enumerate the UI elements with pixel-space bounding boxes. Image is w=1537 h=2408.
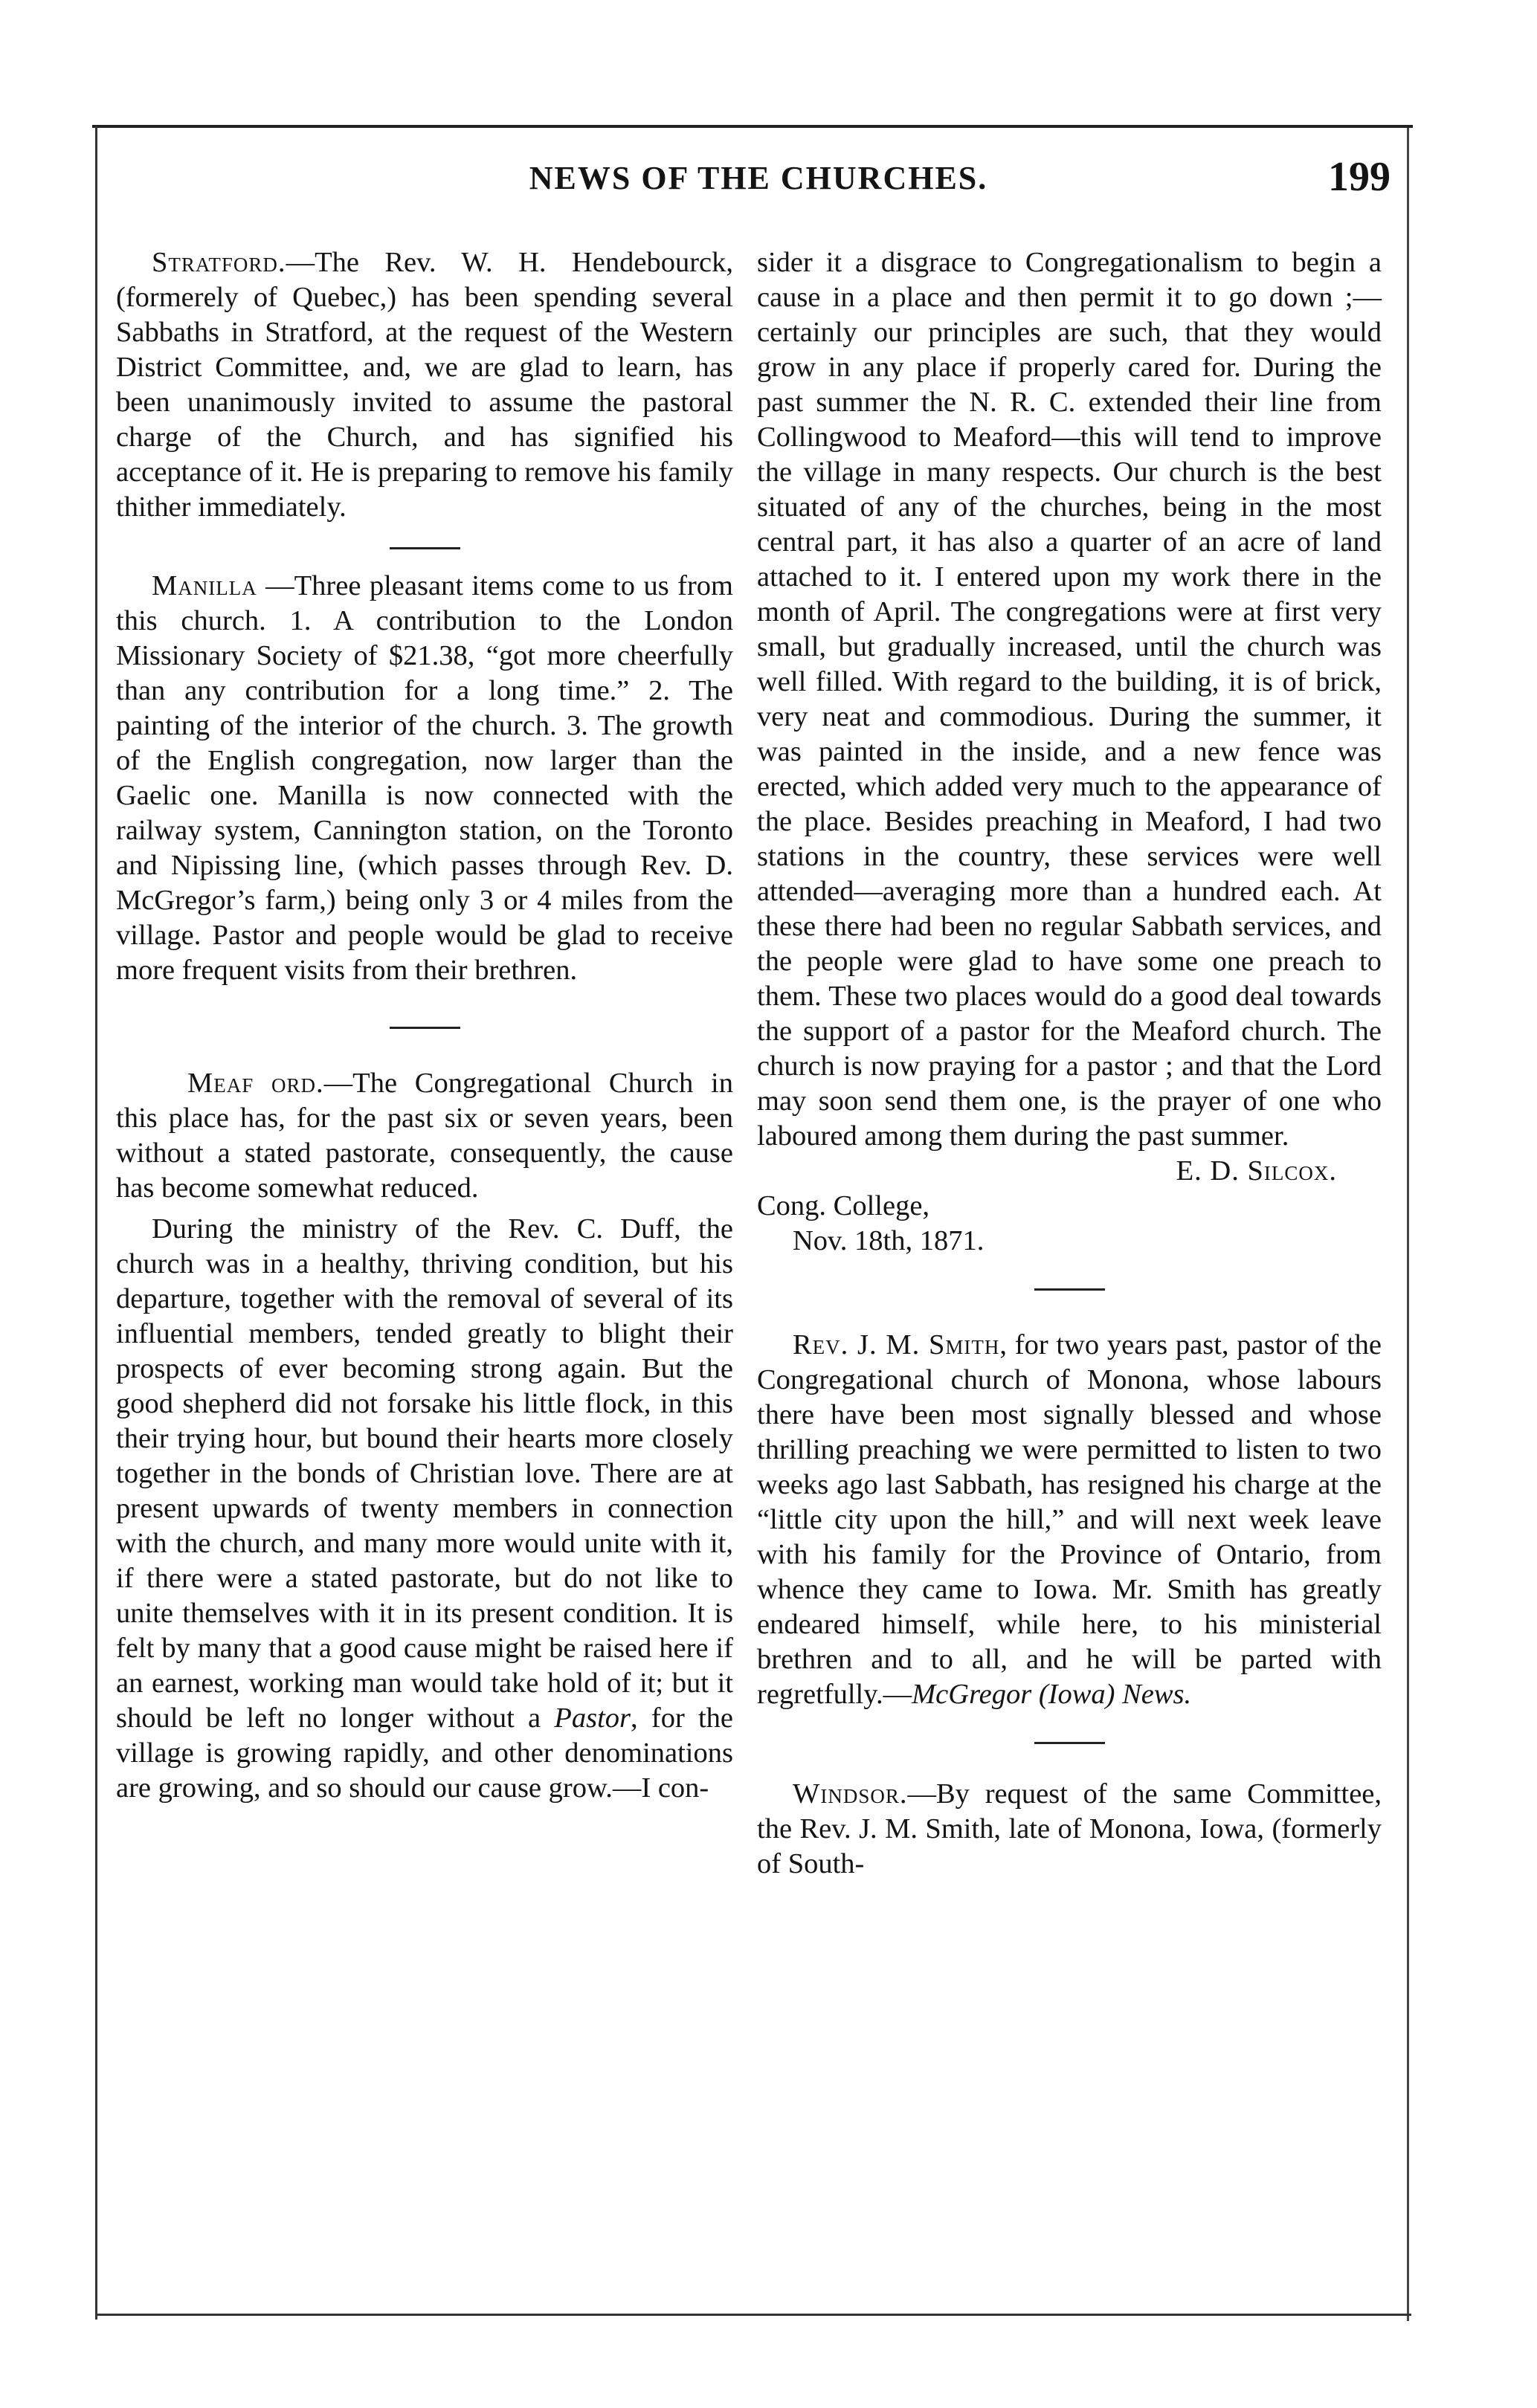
smith-paragraph bbox=[757, 1328, 1382, 1712]
left-column bbox=[116, 245, 733, 1806]
pastor-italic: Pastor bbox=[554, 1702, 631, 1734]
top-border-rule bbox=[92, 125, 1413, 128]
meaford-heading: Meaf bbox=[187, 1068, 254, 1099]
meaford-heading-rest: ord. bbox=[271, 1068, 324, 1099]
stratford-paragraph bbox=[116, 245, 733, 525]
right-border-rule bbox=[1407, 128, 1409, 2321]
section-separator bbox=[390, 547, 460, 549]
smith-source: McGregor (Iowa) News. bbox=[912, 1679, 1192, 1710]
windsor-paragraph bbox=[757, 1777, 1382, 1882]
meaford-paragraph bbox=[116, 1066, 733, 1206]
section-separator bbox=[1034, 1288, 1105, 1291]
signature-place: Cong. College, bbox=[757, 1190, 930, 1221]
meaford-continued-paragraph: sider it a disgrace to Congregationalism to begin a cause in a place and then permit it to go down ;—certainly our principles are such, that they would grow in any place if properly cared for. During the past summer the N. R. C. extended their line from Collingwood to Meaford—this will tend to improve the village in many respects. Our church is the best situated of any of the churches, being in the most central part, it has also a quarter of an acre of land attached to it. I entered upon my work there in the month of April. The congregations were at first very small, but gradually increased, until the church was well filled. With regard to the building, it is of brick, very neat and commodious. During the summer, it was painted in the inside, and a new fence was erected, which added very much to the appearance of the place. Besides preaching in Meaford, I had two stations in the country, these services were well attended—averaging more than a hundred each. At these there had been no regular Sabbath services, and the people were glad to have some one preach to them. These two places would do a good deal towards the support of a pastor for the Meaford church. The church is now praying for a pastor ; and that the Lord may soon send them one, is the prayer of one who laboured among them during the past summer. bbox=[757, 247, 1382, 1152]
manilla-paragraph bbox=[116, 569, 733, 988]
page-number: 199 bbox=[1328, 154, 1391, 200]
meaford-text: —The Congregational Church in this place has, for the past six or seven years, been without a stated pastorate, consequently, the cause has become somewhat reduced. bbox=[116, 1068, 733, 1204]
stratford-heading: Stratford. bbox=[152, 247, 286, 278]
signature-date: Nov. 18th, 1871. bbox=[793, 1225, 985, 1256]
section-separator bbox=[390, 1027, 460, 1029]
signature: E. D. Silcox. bbox=[1176, 1155, 1337, 1187]
stratford-text: —The Rev. W. H. Hendebourck, (formerely of Quebec,) has been spending several Sabbaths in Stratford, at the request of the Western District Committee, and, we are glad to learn, has been unanimously invited to assume the pastoral charge of the Church, and has signified his acceptance of it. He is preparing to remove his family thither immediately. bbox=[116, 247, 733, 523]
left-border-rule bbox=[95, 126, 97, 2320]
manilla-text: —Three pleasant items come to us from this church. 1. A contribution to the London Missionary Society of $21.38, “got more cheerfully than any contribution for a long time.” 2. The painting of the interior of the church. 3. The growth of the English congregation, now larger than the Gaelic one. Manilla is now connected with the railway system, Cannington station, on the Toronto and Nipissing line, (which passes through Rev. D. McGregor’s farm,) being only 3 or 4 miles from the village. Pastor and people would be glad to receive more frequent visits from their brethren. bbox=[116, 570, 733, 986]
meaford-text-2-end: , for the village is growing rapidly, and other denominations are growing, and so should our cause grow.—I con- bbox=[116, 1702, 734, 1804]
smith-heading: Rev. J. M. Smith bbox=[793, 1329, 1000, 1360]
page-header bbox=[119, 154, 1398, 211]
bottom-border-rule bbox=[95, 2314, 1411, 2316]
right-column bbox=[757, 245, 1382, 1882]
section-separator bbox=[1034, 1742, 1105, 1744]
meaford-text-2: During the ministry of the Rev. C. Duff, the church was in a healthy, thriving condition, but his departure, together with the removal of several of its influential members, tended greatly to blight their prospects of ever becoming strong again. But the good shepherd did not forsake his little flock, in this their trying hour, but bound their hearts more closely together in the bonds of Christian love. There are at present upwards of twenty members in connection with the church, and many more would unite with it, if there were a stated pastorate, but do not like to unite themselves with it in its present condition. It is felt by many that a good cause might be raised here if an earnest, working man would take hold of it; but it should be left no longer without a bbox=[116, 1213, 733, 1734]
windsor-heading: Windsor. bbox=[793, 1778, 908, 1810]
meaford-paragraph-2 bbox=[116, 1212, 733, 1806]
windsor-text: —By request of the same Committee, the Rev. J. M. Smith, late of Monona, Iowa, (formerly of South- bbox=[757, 1778, 1382, 1879]
smith-text: , for two years past, pastor of the Congregational church of Monona, whose labours there have been most signally blessed and whose thrilling preaching we were permitted to listen to two weeks ago last Sabbath, has resigned his charge at the “little city upon the hill,” and will next week leave with his family for the Province of Ontario, from whence they came to Iowa. Mr. Smith has greatly endeared himself, while here, to his ministerial brethren and to all, and he will be parted with regretfully.— bbox=[757, 1329, 1382, 1710]
manilla-heading: Manilla bbox=[152, 570, 257, 601]
running-title: NEWS OF THE CHURCHES. bbox=[529, 160, 988, 196]
